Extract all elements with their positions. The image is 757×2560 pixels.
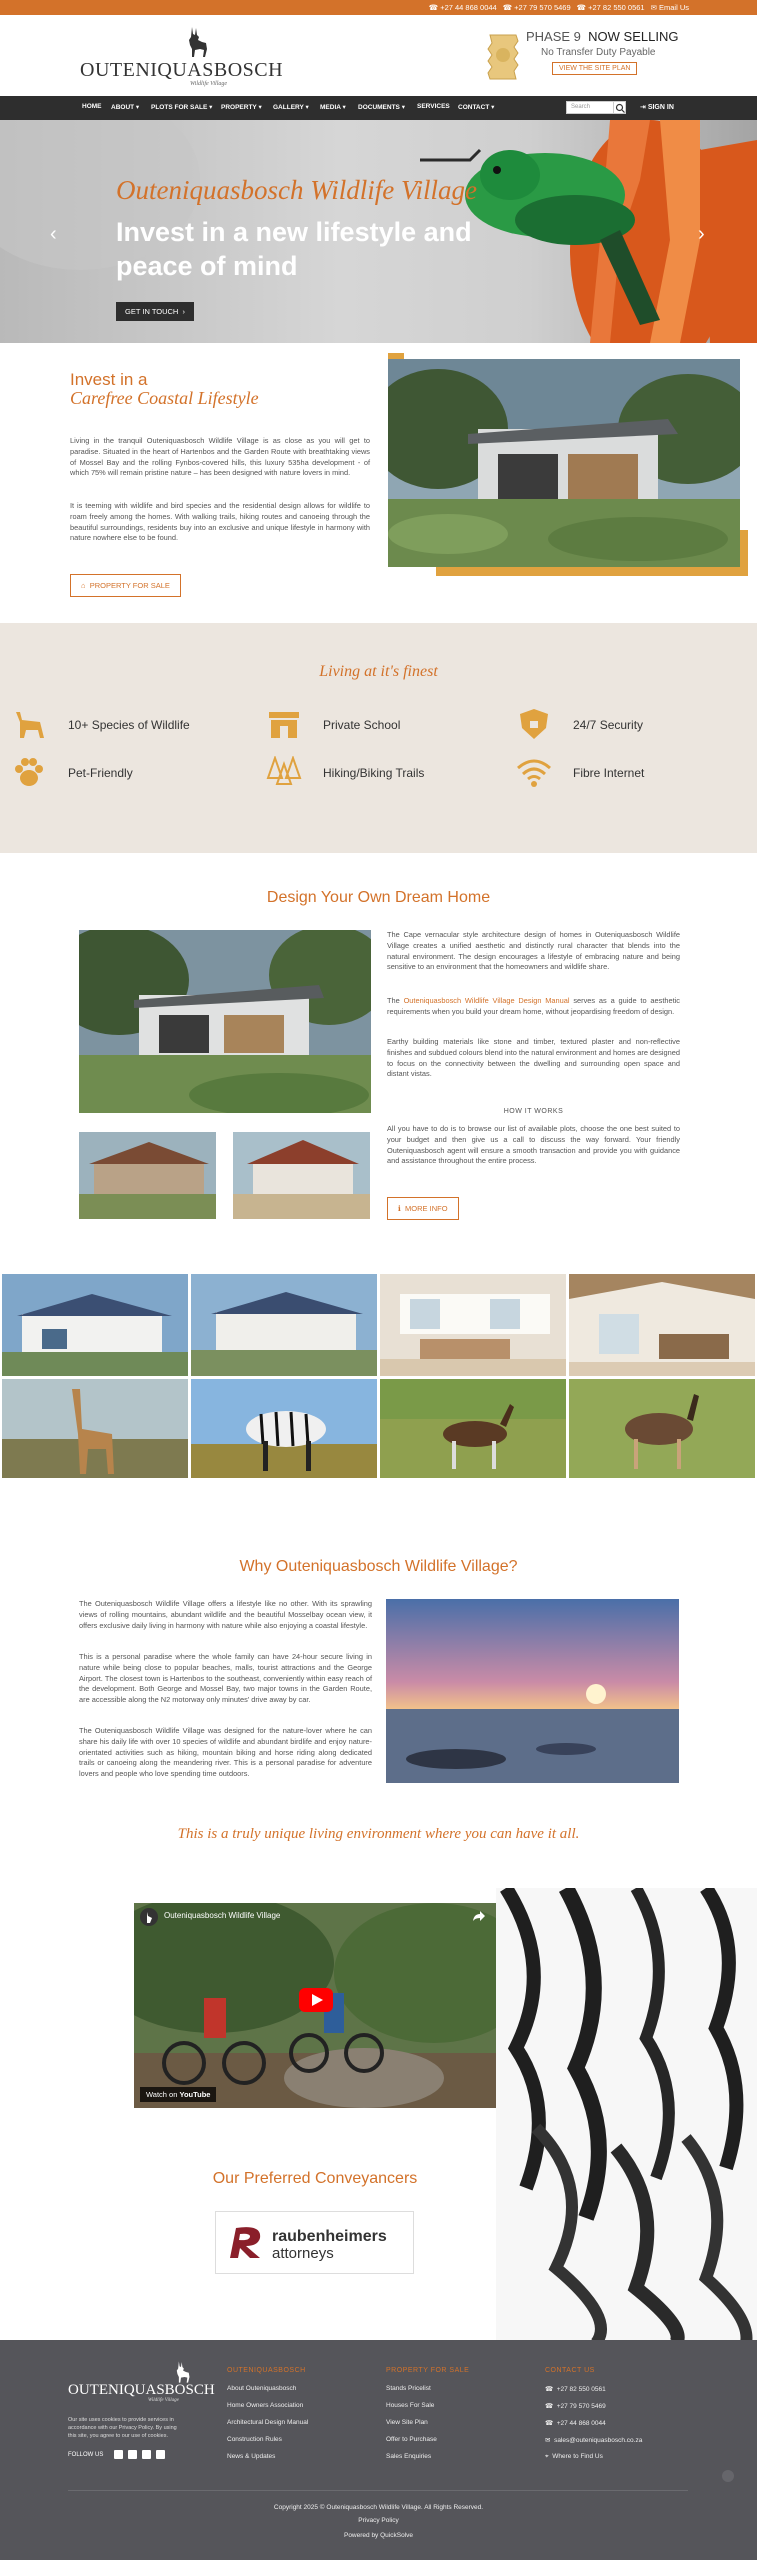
youtube-brand-label: YouTube xyxy=(179,2090,211,2099)
site-footer xyxy=(0,2340,757,2560)
footer-logo-tagline: Wildlife Village xyxy=(148,2398,179,2403)
site-logo[interactable] xyxy=(80,25,284,87)
nav-services[interactable]: SERVICES xyxy=(417,103,450,110)
footer-link-stands-pricelist[interactable]: Stands Pricelist xyxy=(386,2385,431,2392)
footer-phone-2[interactable]: ☎ +27 79 570 5469 xyxy=(545,2403,606,2410)
trees-icon xyxy=(265,756,303,788)
modern-house-photo xyxy=(388,359,740,567)
gallery-photo-bontebok[interactable] xyxy=(380,1379,566,1478)
feature-label: 24/7 Security xyxy=(573,718,644,732)
get-in-touch-button[interactable]: GET IN TOUCH › xyxy=(116,302,194,321)
feature-label: Fibre Internet xyxy=(573,766,645,780)
youtube-icon[interactable] xyxy=(142,2450,151,2459)
nav-contact[interactable]: CONTACT ▾ xyxy=(458,104,495,111)
design-manual-link[interactable]: Outeniquasbosch Wildlife Village Design Manual xyxy=(403,996,570,1005)
footer-email-text: sales@outeniquasbosch.co.za xyxy=(554,2437,643,2444)
channel-avatar-icon xyxy=(140,1908,158,1926)
living-title: Living at it's finest xyxy=(319,663,438,680)
sign-in-label: SIGN IN xyxy=(647,104,674,111)
powered-by-link[interactable]: Powered by QuickSolve xyxy=(343,2532,413,2539)
paw-icon xyxy=(10,756,48,788)
get-in-touch-label: GET IN TOUCH xyxy=(125,307,179,316)
footer-phone-1[interactable]: ☎ +27 82 550 0561 xyxy=(545,2386,606,2393)
security-shield-icon xyxy=(515,708,553,740)
footer-location-text: Where to Find Us xyxy=(552,2453,603,2460)
sign-in-link[interactable]: ⇥ SIGN IN xyxy=(640,104,674,111)
follow-us-label: FOLLOW US xyxy=(68,2452,104,2458)
intro-paragraph-2: It is teeming with wildlife and bird species and the residential design allows for wildlife to roam freely among the homes. With walking trails, hiking routes and canoeing through the beautiful surroundings, residents buy into an exclusive and unique lifestyle in harmony with nature nowhere else to be found. xyxy=(70,501,370,543)
zebra-stripes-decoration xyxy=(496,1888,757,2343)
view-site-plan-button[interactable]: VIEW THE SITE PLAN xyxy=(552,62,637,75)
why-paragraph-3: The Outeniquasbosch Wildlife Village was designed for the nature-lover where he can share his daily life with over 10 species of wildlife and abundant birdlife and enjoy nature-orientated activities such as hiking, mountain biking and horse riding along dedicated trails or canoeing along the meandering river. This is a personal paradise for adventure lovers and people who love spending time outdoors. xyxy=(79,1726,372,1779)
phone-3-text: +27 82 550 0561 xyxy=(588,3,645,12)
footer-divider xyxy=(68,2490,688,2491)
feature-school xyxy=(265,708,445,740)
gallery-photo-interior-1[interactable] xyxy=(380,1274,566,1376)
footer-location[interactable]: ⌖ Where to Find Us xyxy=(545,2453,603,2460)
footer-col2-heading: PROPERTY FOR SALE xyxy=(386,2367,470,2374)
intro-script-title: Carefree Coastal Lifestyle xyxy=(70,388,259,408)
footer-link-construction-rules[interactable]: Construction Rules xyxy=(227,2436,282,2443)
feature-security xyxy=(515,708,695,740)
more-info-label: MORE INFO xyxy=(405,1204,448,1213)
design-title: Design Your Own Dream Home xyxy=(266,889,491,906)
how-it-works-heading: HOW IT WORKS xyxy=(503,1108,564,1115)
youtube-video-embed[interactable] xyxy=(134,1903,496,2108)
instagram-icon[interactable] xyxy=(128,2450,137,2459)
footer-link-sales-enquiries[interactable]: Sales Enquiries xyxy=(386,2453,432,2460)
photo-gallery xyxy=(0,1272,757,1478)
gallery-photo-house-2[interactable] xyxy=(191,1274,377,1376)
nav-about[interactable]: ABOUT ▾ xyxy=(111,104,140,111)
wifi-icon xyxy=(515,756,553,788)
hero-prev-arrow-icon[interactable]: ‹ xyxy=(50,223,57,245)
gallery-photo-house-1[interactable] xyxy=(2,1274,188,1376)
search-icon xyxy=(615,103,626,114)
promo-title xyxy=(526,29,678,44)
nav-plots-for-sale[interactable]: PLOTS FOR SALE ▾ xyxy=(151,104,213,111)
footer-link-site-plan[interactable]: View Site Plan xyxy=(386,2419,428,2426)
hero-next-arrow-icon[interactable]: › xyxy=(698,223,705,245)
conveyancer-name: raubenheimers xyxy=(272,2228,387,2245)
why-tagline: This is a truly unique living environment where you can have it all. xyxy=(177,1826,580,1842)
property-for-sale-button[interactable]: ⌂ PROPERTY FOR SALE xyxy=(70,574,181,597)
phone-link-2[interactable]: ☎ +27 79 570 5469 xyxy=(502,3,571,12)
email-link[interactable]: ✉ Email Us xyxy=(650,3,689,12)
design-paragraph-3: Earthy building materials like stone and timber, textured plaster and non-reflective finishes and subdued colours blend into the natural environment and homes are designed to focus on the connectivity between the dwelling and surrounding open space and distant vistas. xyxy=(387,1037,680,1079)
design-paragraph-4: All you have to do is to browse our list of available plots, choose the one best suited to your budget and then give us a call to discuss the way forward. Your friendly Outeniquasbosch agent will ensure a smooth transaction and provide you with guidance and assistance throughout the entire process. xyxy=(387,1124,680,1166)
phase-promo xyxy=(486,29,686,89)
hero-kicker: Outeniquasbosch Wildlife Village xyxy=(116,175,477,205)
footer-col3-heading: CONTACT US xyxy=(545,2367,595,2374)
promo-subtitle: No Transfer Duty Payable xyxy=(541,47,656,58)
gallery-photo-zebra[interactable] xyxy=(191,1379,377,1478)
more-info-button[interactable]: ℹ MORE INFO xyxy=(387,1197,459,1220)
beach-sunset-photo xyxy=(386,1599,679,1783)
feature-label: Private School xyxy=(323,718,401,732)
conveyancer-sub: attorneys xyxy=(272,2245,334,2262)
design-house-photo xyxy=(79,930,371,1113)
footer-link-news[interactable]: News & Updates xyxy=(227,2453,276,2460)
site-header xyxy=(0,15,757,96)
footer-phone-3-text: +27 44 868 0044 xyxy=(556,2420,606,2427)
raubenheimers-logo[interactable] xyxy=(215,2211,414,2274)
nav-gallery[interactable]: GALLERY ▾ xyxy=(273,104,309,111)
footer-link-houses-for-sale[interactable]: Houses For Sale xyxy=(386,2402,435,2409)
watch-on-youtube-button[interactable] xyxy=(140,2087,216,2102)
intro-kicker: Invest in a xyxy=(70,370,148,389)
raubenheimers-mark-icon xyxy=(226,2224,270,2260)
cookie-notice: Our site uses cookies to provide services in accordance with our Privacy Policy. By using this site, you agree to our use of cookies. xyxy=(68,2417,177,2439)
watch-on-label: Watch on xyxy=(146,2090,178,2099)
phone-1-text: +27 44 868 0044 xyxy=(440,3,497,12)
living-features-section xyxy=(0,623,757,853)
feature-pets xyxy=(10,756,190,788)
feature-label: Hiking/Biking Trails xyxy=(323,766,425,780)
feature-trails xyxy=(265,756,445,788)
feature-label: Pet-Friendly xyxy=(68,766,133,780)
antelope-logo-icon xyxy=(180,25,210,59)
footer-phone-2-text: +27 79 570 5469 xyxy=(556,2403,606,2410)
gallery-photo-giraffe[interactable] xyxy=(2,1379,188,1478)
search-input[interactable]: Search xyxy=(566,101,614,114)
footer-logo-wordmark[interactable]: OUTENIQUASBOSCH xyxy=(68,2382,215,2398)
phone-link-1[interactable]: ☎ +27 44 868 0044 xyxy=(428,3,497,12)
copyright-text: Copyright 2025 © Outeniquasbosch Wildlife Village. All Rights Reserved. xyxy=(273,2504,484,2511)
footer-col1-heading: OUTENIQUASBOSCH xyxy=(227,2367,306,2374)
promo-selling: NOW SELLING xyxy=(588,29,679,44)
design-thumb-2 xyxy=(233,1132,370,1219)
nav-home[interactable]: HOME xyxy=(82,103,102,110)
privacy-policy-link[interactable]: Privacy Policy xyxy=(358,2517,399,2524)
footer-phone-3[interactable]: ☎ +27 44 868 0044 xyxy=(545,2420,606,2427)
facebook-icon[interactable] xyxy=(114,2450,123,2459)
design-p2-post: serves as a guide to aesthetic requirements when you build your dream home, without jeopardising freedom of design. xyxy=(387,996,680,1016)
share-icon[interactable] xyxy=(472,1910,486,1922)
footer-link-offer-to-purchase[interactable]: Offer to Purchase xyxy=(386,2436,437,2443)
back-to-top-icon[interactable] xyxy=(722,2470,734,2482)
hero-title: Invest in a new lifestyle and peace of mind xyxy=(116,217,472,281)
hero-slider xyxy=(0,120,757,343)
footer-phone-1-text: +27 82 550 0561 xyxy=(556,2386,606,2393)
main-navigation xyxy=(0,96,757,120)
design-thumb-1 xyxy=(79,1132,216,1219)
design-paragraph-1: The Cape vernacular style architecture design of homes in Outeniquasbosch Wildlife Village creates a unified aesthetic and distinctly rural character that blends into the natural environment. The design encourages a lifestyle of embracing nature and being sensitive to an environment that the homeowners and wildlife share. xyxy=(387,930,680,972)
nav-property[interactable]: PROPERTY ▾ xyxy=(221,104,262,111)
play-button-icon[interactable] xyxy=(299,1988,333,2012)
gallery-photo-nyala[interactable] xyxy=(569,1379,755,1478)
why-title: Why Outeniquasbosch Wildlife Village? xyxy=(239,1558,518,1575)
giraffe-icon xyxy=(10,708,48,740)
logo-tagline: Wildlife Village xyxy=(190,81,228,87)
why-paragraph-1: The Outeniquasbosch Wildlife Village offers a lifestyle like no other. With its sprawling views of rolling mountains, abundant wildlife and the beautiful Mosselbay ocean view, it offers exclusive daily living in harmony with nature while also enjoying a coastal lifestyle. xyxy=(79,1599,372,1630)
footer-link-design-manual[interactable]: Architectural Design Manual xyxy=(227,2419,309,2426)
conveyancers-title: Our Preferred Conveyancers xyxy=(212,2170,418,2187)
feature-internet xyxy=(515,756,695,788)
linkedin-icon[interactable] xyxy=(156,2450,165,2459)
stamp-badge-icon xyxy=(486,33,520,81)
footer-email[interactable]: ✉ sales@outeniquasbosch.co.za xyxy=(545,2437,643,2444)
phone-link-3[interactable]: ☎ +27 82 550 0561 xyxy=(576,3,645,12)
search-button[interactable] xyxy=(613,101,626,114)
feature-label: 10+ Species of Wildlife xyxy=(68,718,190,732)
school-icon xyxy=(265,708,303,740)
design-paragraph-2 xyxy=(387,996,680,1018)
nav-media[interactable]: MEDIA ▾ xyxy=(320,104,346,111)
why-paragraph-2: This is a personal paradise where the whole family can have 24-hour secure living in nature while being close to popular beaches, malls, tourist attractions and the George Airport. The closest town is Hartenbos to the southeast, conveniently within easy reach of the development. Both George and Mossel Bay, two major towns in the Garden Route, are accessible along the N2 motorway only minutes' drive away by car. xyxy=(79,1652,372,1705)
top-contact-bar xyxy=(0,0,757,15)
nav-documents[interactable]: DOCUMENTS ▾ xyxy=(358,104,405,111)
footer-link-hoa[interactable]: Home Owners Association xyxy=(227,2402,304,2409)
property-for-sale-label: PROPERTY FOR SALE xyxy=(89,581,170,590)
feature-wildlife xyxy=(10,708,190,740)
design-p2-pre: The xyxy=(387,996,404,1005)
email-text: Email Us xyxy=(658,3,689,12)
logo-wordmark: OUTENIQUASBOSCH xyxy=(80,59,284,81)
video-title: Outeniquasbosch Wildlife Village xyxy=(164,1911,281,1920)
intro-paragraph-1: Living in the tranquil Outeniquasbosch Wildlife Village is as close as you will get to paradise. Situated in the heart of Hartenbos and the Garden Route with breathtaking views of Mossel Bay and the rolling Fynbos-covered hills, this luxury 535ha development - of which 75% will remain pristine nature – has been designed with nature lovers in mind. xyxy=(70,436,370,478)
footer-link-about[interactable]: About Outeniquasbosch xyxy=(227,2385,297,2392)
phone-2-text: +27 79 570 5469 xyxy=(514,3,571,12)
footer-antelope-logo-icon xyxy=(170,2360,192,2384)
promo-phase: PHASE 9 xyxy=(526,29,581,44)
gallery-photo-interior-2[interactable] xyxy=(569,1274,755,1376)
